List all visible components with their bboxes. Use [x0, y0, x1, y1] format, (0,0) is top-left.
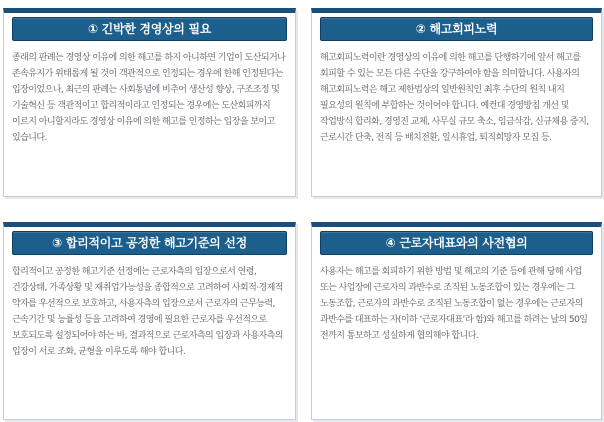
- card-prior-consultation-with-worker-representative: [311, 222, 602, 420]
- card-dismissal-avoidance-effort: [311, 8, 602, 197]
- card-title: ④ 근로자대표와의 사전협의: [320, 231, 593, 255]
- card-title: ③ 합리적이고 공정한 해고기준의 선정: [12, 231, 287, 255]
- card-title: ② 해고회피노력: [320, 17, 593, 41]
- card-body-text: 종래의 판례는 경영상 이유에 의한 해고를 하지 아니하면 기업이 도산되거나 존속유지가 위태롭게 될 것이 객관적으로 인정되는 경우에 한해 인정된다는 입장이었으나, 최근의 판례는 사회통념에 비추어 생산성 향상, 구조조정 및 기술혁신 등 객관적이고 합리적이라고 인정되는 경우에는 도산회피까지 이르지 아니할지라도 경영상 이유에 의한 해고를 인정하는 입장을 보이고 있습니다.: [12, 53, 286, 143]
- card-urgent-managerial-necessity: [3, 8, 296, 197]
- card-body-text: 합리적이고 공정한 해고기준 선정에는 근로자측의 입장으로서 연령, 건강상태, 가족상황 및 재취업가능성을 종합적으로 고려하여 사회적·경제적 약자를 우선적으로 보호하고, 사용자측의 입장으로서 근로자의 근무능력, 근속기간 및 능률성 등을 고려하여 경영에 필요한 근로자를 우선적으로 보호되도록 설정되어야 하는 바, 결과적으로 근로자측의 입장과 사용자측의 입장이 서로 조화, 균형을 이루도록 해야 합니다.: [12, 267, 283, 357]
- card-body-text: 해고회피노력이란 경영상의 이유에 의한 해고를 단행하기에 앞서 해고를 회피할 수 있는 모든 다른 수단을 강구하여야 함을 의미합니다. 사용자의 해고회피노력은 해고 제한법상의 일반원칙인 최후 수단의 원칙 내지 필요성의 원칙에 부합하는 것이어야 합니다. 예컨대 경영방침 개선 및 작업방식 합리화, 경영진 교체, 사무실 규모 축소, 임금삭감, 신규채용 중지, 근로시간 단축, 전직 등 배치전환, 일시휴업, 퇴직희망자 모집 등.: [320, 53, 589, 143]
- card-title: ① 긴박한 경영상의 필요: [12, 17, 287, 41]
- card-body-text: 사용자는 해고를 회피하기 위한 방법 및 해고의 기준 등에 관해 당해 사업 또는 사업장에 근로자의 과반수로 조직된 노동조합이 있는 경우에는 그 노동조합, 근로자의 과반수로 조직된 노동조합이 없는 경우에는 근로자의 과반수를 대표하는 자(이하 ‘근로자대표’라 함)와 해고를 하려는 날의 50일 전까지 통보하고 성실하게 협의해야 합니다.: [320, 267, 588, 341]
- card-fair-dismissal-criteria: [3, 222, 296, 420]
